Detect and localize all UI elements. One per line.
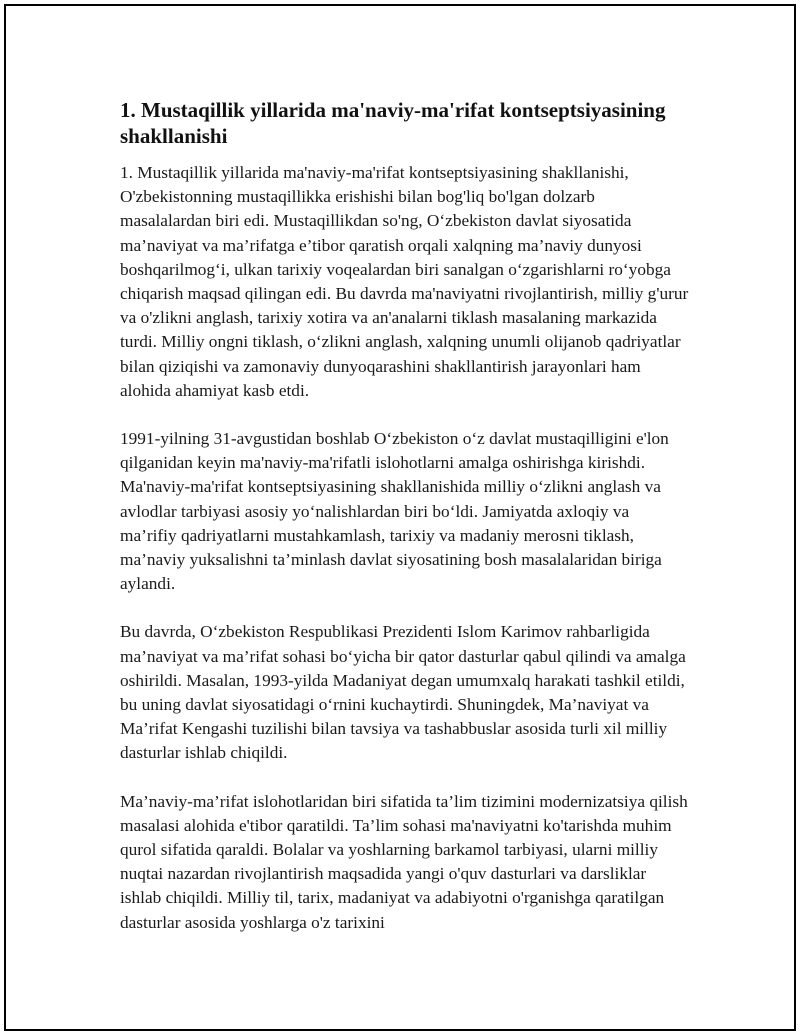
paragraph-1: 1. Mustaqillik yillarida ma'naviy-ma'rifat kontseptsiyasining shakllanishi, O'zbekistonning mustaqillikka erishishi bilan bog'liq bo'lgan dolzarb masalalardan biri edi. Mustaqillikdan so'ng, O‘zbekiston davlat siyosatida ma’naviyat va ma’rifatga e’tibor qaratish orqali xalqning ma’naviy dunyosi boshqarilmog‘i, ulkan tarixiy voqealardan biri sanalgan o‘zgarishlarni ro‘yobga chiqarish maqsad qilingan edi. Bu davrda ma'naviyatni rivojlantirish, milliy g'urur va o'zlikni anglash, tarixiy xotira va an'analarni tiklash masalaning markazida turdi. Milliy ongni tiklash, o‘zlikni anglash, xalqning unumli olijanob qadriyatlar bilan qiziqishi va zamonaviy dunyoqarashini shakllantirish jarayonlari ham alohida ahamiyat kasb etdi. [120,163,689,400]
paragraph-2: 1991-yilning 31-avgustidan boshlab O‘zbekiston o‘z davlat mustaqilligini e'lon qilganidan keyin ma'naviy-ma'rifatli islohotlarni amalga oshirishga kirishdi. Ma'naviy-ma'rifat kontseptsiyasining shakllanishida milliy o‘zlikni anglash va avlodlar tarbiyasi asosiy yo‘nalishlardan biri bo‘ldi. Jamiyatda axloqiy va ma’rifiy qadriyatlarni mustahkamlash, tarixiy va madaniy merosni tiklash, ma’naviy yuksalishni ta’minlash davlat siyosatining bosh masalalaridan biriga aylandi. [120,429,669,594]
document-body [120,97,690,959]
document-heading: 1. Mustaqillik yillarida ma'naviy-ma'rifat kontseptsiyasining shakllanishi [120,98,666,148]
paragraph-4: Ma’naviy-ma’rifat islohotlaridan biri sifatida ta’lim tizimini modernizatsiya qilish masalasi alohida e'tibor qaratildi. Ta’lim sohasi ma'naviyatni ko'tarishda muhim qurol sifatida qaraldi. Bolalar va yoshlarning barkamol tarbiyasi, ularni milliy nuqtai nazardan rivojlantirish maqsadida yangi o'quv dasturlari va darsliklar ishlab chiqildi. Milliy til, tarix, madaniyat va adabiyotni o'rganishga qaratilgan dasturlar asosida yoshlarga o'z tarixini [120,791,688,932]
page-frame [4,4,796,1031]
paragraph-3: Bu davrda, O‘zbekiston Respublikasi Prezidenti Islom Karimov rahbarligida ma’naviyat va ma’rifat sohasi bo‘yicha bir qator dasturlar qabul qilindi va amalga oshirildi. Masalan, 1993-yilda Madaniyat degan umumxalq harakati tashkil etildi, bu uning davlat siyosatidagi o‘rnini kuchaytirdi. Shuningdek, Ma’naviyat va Ma’rifat Kengashi tuzilishi bilan tavsiya va tashabbuslar asosida turli xil milliy dasturlar ishlab chiqildi. [120,622,686,763]
